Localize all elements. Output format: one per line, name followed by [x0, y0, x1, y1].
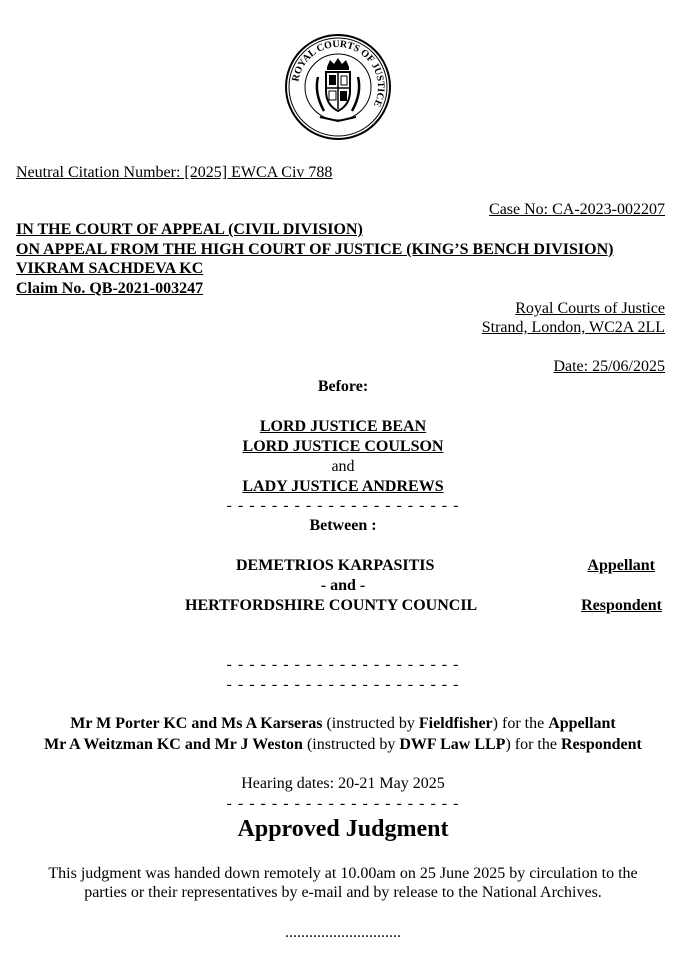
respondent-name: HERTFORDSHIRE COUNTY COUNCIL — [185, 597, 478, 614]
neutral-citation: Neutral Citation Number: [2025] EWCA Civ 788 — [16, 164, 333, 181]
judges-and: and — [331, 458, 355, 475]
court-line-2: ON APPEAL FROM THE HIGH COURT OF JUSTICE (KING’S BENCH DIVISION) — [16, 241, 614, 258]
court-line-1: IN THE COURT OF APPEAL (CIVIL DIVISION) — [16, 221, 363, 238]
separator-1: - - - - - - - - - - - - - - - - - - - - - — [226, 497, 460, 514]
counsel-appellant-firm: Fieldfisher — [418, 715, 493, 732]
judge-3: LADY JUSTICE ANDREWS — [242, 478, 444, 495]
appellant-role: Appellant — [587, 557, 655, 574]
counsel-respondent: Mr A Weitzman KC and Mr J Weston (instructed by DWF Law LLP) for the Respondent — [44, 736, 642, 753]
separator-2: - - - - - - - - - - - - - - - - - - - - - — [226, 656, 460, 673]
appellant-name: DEMETRIOS KARPASITIS — [236, 557, 435, 574]
counsel-respondent-names: Mr A Weitzman KC and Mr J Weston — [44, 736, 303, 753]
parties-and: - and - — [320, 577, 366, 594]
address-line-2: Strand, London, WC2A 2LL — [481, 319, 665, 336]
separator-4: - - - - - - - - - - - - - - - - - - - - - — [226, 795, 460, 812]
court-line-3: VIKRAM SACHDEVA KC — [16, 260, 204, 277]
case-number: Case No: CA-2023-002207 — [489, 201, 665, 218]
handed-down-line-1: This judgment was handed down remotely at 10.00am on 25 June 2025 by circulation to the — [48, 865, 638, 882]
signature-line: ............................. — [285, 924, 401, 941]
judgment-date: Date: 25/06/2025 — [553, 358, 665, 375]
separator-3: - - - - - - - - - - - - - - - - - - - - - — [226, 676, 460, 693]
counsel-respondent-firm: DWF Law LLP — [399, 736, 506, 753]
hearing-dates: Hearing dates: 20-21 May 2025 — [241, 775, 445, 792]
between-label: Between : — [309, 517, 377, 534]
claim-number: Claim No. QB-2021-003247 — [16, 280, 204, 297]
judge-2: LORD JUSTICE COULSON — [242, 438, 444, 455]
address-line-1: Royal Courts of Justice — [515, 300, 665, 317]
royal-courts-crest-icon — [284, 33, 392, 141]
judge-1: LORD JUSTICE BEAN — [259, 418, 427, 435]
before-label: Before: — [317, 378, 369, 395]
handed-down-line-2: parties or their representatives by e-mail and by release to the National Archives. — [84, 884, 602, 901]
counsel-appellant-names: Mr M Porter KC and Ms A Karseras — [70, 715, 323, 732]
respondent-role: Respondent — [581, 597, 662, 614]
crest-ring-text: ROYAL COURTS OF JUSTICE — [290, 38, 387, 109]
judgment-title: Approved Judgment — [237, 816, 449, 842]
counsel-appellant: Mr M Porter KC and Ms A Karseras (instructed by Fieldfisher) for the Appellant — [70, 715, 616, 732]
